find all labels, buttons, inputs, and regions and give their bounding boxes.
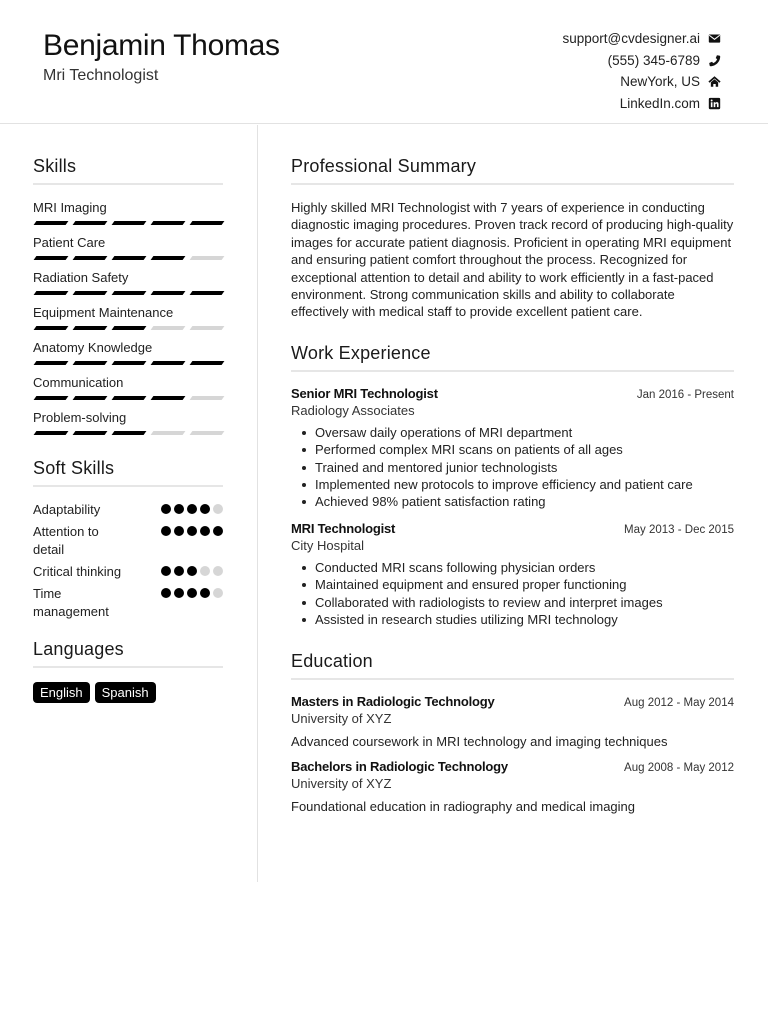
- level-segment: [34, 431, 69, 435]
- languages-list: [33, 682, 223, 703]
- skills-heading: Skills: [33, 156, 223, 185]
- linkedin-icon: [707, 96, 721, 110]
- soft-skill-label: Critical thinking: [33, 564, 122, 579]
- skill-level-bar: [33, 291, 223, 301]
- skill-item: [33, 269, 223, 301]
- candidate-name: Benjamin Thomas: [43, 29, 280, 62]
- rating-dot: [213, 526, 223, 536]
- level-segment: [34, 221, 69, 225]
- job-bullet: Conducted MRI scans following physician orders: [301, 559, 734, 576]
- soft-skills-list: [33, 501, 223, 621]
- experience-heading: Work Experience: [291, 343, 734, 372]
- education-section: [291, 651, 734, 816]
- level-segment: [34, 256, 69, 260]
- rating-dot: [213, 588, 223, 598]
- soft-skill-label: Attention to detail: [33, 524, 99, 557]
- soft-skills-heading: Soft Skills: [33, 458, 223, 487]
- contact-linkedin-text: LinkedIn.com: [619, 95, 700, 111]
- left-column: [33, 156, 223, 703]
- level-segment: [112, 361, 147, 365]
- rating-dot: [174, 588, 184, 598]
- summary-section: [291, 156, 734, 321]
- level-segment: [151, 291, 186, 295]
- level-segment: [151, 221, 186, 225]
- job-header: [291, 521, 734, 536]
- level-segment: [73, 431, 108, 435]
- skill-level-bar: [33, 221, 223, 231]
- job-list: [291, 386, 734, 629]
- job-bullets: [301, 559, 734, 629]
- education-entry: [291, 759, 734, 816]
- rating-dot: [174, 566, 184, 576]
- summary-heading: Professional Summary: [291, 156, 734, 185]
- job-bullet: Maintained equipment and ensured proper functioning: [301, 576, 734, 593]
- soft-skill-item: [33, 501, 223, 519]
- right-column: [291, 156, 734, 824]
- rating-dot: [213, 566, 223, 576]
- level-segment: [112, 431, 147, 435]
- skill-level-bar: [33, 396, 223, 406]
- soft-skill-rating: [161, 566, 223, 576]
- job-bullet: Assisted in research studies utilizing MRI technology: [301, 611, 734, 628]
- job-date: Jan 2016 - Present: [636, 388, 734, 401]
- education-heading: Education: [291, 651, 734, 680]
- contact-location-text: NewYork, US: [620, 74, 700, 90]
- job-header: [291, 386, 734, 401]
- school-name: University of XYZ: [291, 775, 392, 791]
- rating-dot: [187, 526, 197, 536]
- job-entry: [291, 386, 734, 511]
- rating-dot: [161, 588, 171, 598]
- rating-dot: [187, 566, 197, 576]
- rating-dot: [161, 504, 171, 514]
- level-segment: [73, 396, 108, 400]
- contact-list: [562, 28, 721, 114]
- soft-skills-section: [33, 458, 223, 621]
- skill-item: [33, 304, 223, 336]
- education-list: [291, 694, 734, 816]
- soft-skill-rating: [161, 504, 223, 514]
- soft-skill-item: [33, 585, 223, 621]
- level-segment: [151, 431, 186, 435]
- skill-level-bar: [33, 431, 223, 441]
- level-segment: [73, 221, 108, 225]
- rating-dot: [200, 588, 210, 598]
- skill-label: MRI Imaging: [33, 200, 107, 215]
- job-organization: City Hospital: [291, 537, 364, 553]
- level-segment: [112, 396, 147, 400]
- contact-linkedin[interactable]: [562, 93, 721, 115]
- level-segment: [73, 256, 108, 260]
- level-segment: [190, 396, 225, 400]
- education-description: Foundational education in radiography and medical imaging: [291, 798, 636, 814]
- phone-icon: [707, 53, 721, 67]
- envelope-icon: [707, 32, 721, 46]
- level-segment: [73, 326, 108, 330]
- level-segment: [151, 361, 186, 365]
- skill-label: Communication: [33, 375, 124, 390]
- experience-section: [291, 343, 734, 629]
- skill-item: [33, 234, 223, 266]
- level-segment: [190, 256, 225, 260]
- rating-dot: [161, 566, 171, 576]
- level-segment: [151, 396, 186, 400]
- degree-title: Masters in Radiologic Technology: [291, 693, 495, 709]
- candidate-title: Mri Technologist: [43, 67, 159, 84]
- soft-skill-label: Time management: [33, 586, 109, 619]
- rating-dot: [161, 526, 171, 536]
- skill-label: Anatomy Knowledge: [33, 340, 153, 355]
- level-segment: [190, 291, 225, 295]
- skill-label: Patient Care: [33, 235, 106, 250]
- skill-item: [33, 374, 223, 406]
- level-segment: [112, 221, 147, 225]
- level-segment: [34, 291, 69, 295]
- school-name: University of XYZ: [291, 710, 392, 726]
- soft-skill-rating: [161, 588, 223, 598]
- education-description: Advanced coursework in MRI technology and imaging techniques: [291, 733, 668, 749]
- home-icon: [707, 75, 721, 89]
- contact-email-text: support@cvdesigner.ai: [562, 31, 700, 47]
- soft-skill-rating: [161, 526, 223, 536]
- job-title: Senior MRI Technologist: [291, 385, 438, 401]
- job-bullet: Trained and mentored junior technologists: [301, 459, 734, 476]
- skills-section: [33, 156, 223, 441]
- skill-item: [33, 339, 223, 371]
- rating-dot: [174, 526, 184, 536]
- languages-section: [33, 639, 223, 703]
- job-organization: Radiology Associates: [291, 402, 415, 418]
- skill-level-bar: [33, 361, 223, 371]
- rating-dot: [213, 504, 223, 514]
- level-segment: [34, 361, 69, 365]
- job-bullet: Implemented new protocols to improve efficiency and patient care: [301, 476, 734, 493]
- skill-level-bar: [33, 256, 223, 266]
- job-entry: [291, 521, 734, 629]
- level-segment: [73, 361, 108, 365]
- education-date: Aug 2012 - May 2014: [624, 696, 734, 709]
- education-date: Aug 2008 - May 2012: [624, 761, 734, 774]
- language-badge: Spanish: [95, 682, 156, 703]
- skill-item: [33, 199, 223, 231]
- job-bullets: [301, 424, 734, 511]
- level-segment: [190, 431, 225, 435]
- job-bullet: Oversaw daily operations of MRI department: [301, 424, 734, 441]
- level-segment: [190, 326, 225, 330]
- level-segment: [190, 361, 225, 365]
- rating-dot: [187, 588, 197, 598]
- rating-dot: [174, 504, 184, 514]
- level-segment: [34, 326, 69, 330]
- resume-header: [0, 0, 768, 124]
- level-segment: [112, 291, 147, 295]
- rating-dot: [200, 566, 210, 576]
- job-title: MRI Technologist: [291, 520, 396, 536]
- language-badge: English: [33, 682, 90, 703]
- soft-skill-item: [33, 563, 223, 581]
- education-entry: [291, 694, 734, 751]
- contact-location: [562, 71, 721, 93]
- skill-label: Equipment Maintenance: [33, 305, 174, 320]
- degree-title: Bachelors in Radiologic Technology: [291, 758, 508, 774]
- level-segment: [73, 291, 108, 295]
- job-bullet: Collaborated with radiologists to review and interpret images: [301, 594, 734, 611]
- skills-list: [33, 199, 223, 441]
- skill-label: Problem-solving: [33, 410, 127, 425]
- rating-dot: [187, 504, 197, 514]
- column-divider: [257, 125, 258, 882]
- summary-text: Highly skilled MRI Technologist with 7 years of experience in conducting diagnostic imaging procedures. Proven track record of producing high-quality images for accurate patient diagnosis. Proficient in operating MRI equipment and ensuring patient comfort throughout the process. Recognized for exceptional attention to detail and ability to work efficiently in a fast-paced environment. Strong communication skills and ability to collaborate effectively with medical staff to provide excellent patient care.: [291, 200, 734, 320]
- skill-item: [33, 409, 223, 441]
- level-segment: [112, 256, 147, 260]
- education-header: [291, 694, 734, 709]
- skill-level-bar: [33, 326, 223, 336]
- job-bullet: Performed complex MRI scans on patients of all ages: [301, 441, 734, 458]
- education-header: [291, 759, 734, 774]
- languages-heading: Languages: [33, 639, 223, 668]
- level-segment: [151, 326, 186, 330]
- soft-skill-label: Adaptability: [33, 502, 101, 517]
- skill-label: Radiation Safety: [33, 270, 129, 285]
- level-segment: [34, 396, 69, 400]
- job-bullet: Achieved 98% patient satisfaction rating: [301, 493, 734, 510]
- rating-dot: [200, 526, 210, 536]
- contact-email[interactable]: [562, 28, 721, 50]
- level-segment: [190, 221, 225, 225]
- contact-phone[interactable]: [562, 50, 721, 72]
- level-segment: [112, 326, 147, 330]
- level-segment: [151, 256, 186, 260]
- contact-phone-text: (555) 345-6789: [607, 52, 700, 68]
- job-date: May 2013 - Dec 2015: [624, 523, 734, 536]
- soft-skill-item: [33, 523, 223, 559]
- rating-dot: [200, 504, 210, 514]
